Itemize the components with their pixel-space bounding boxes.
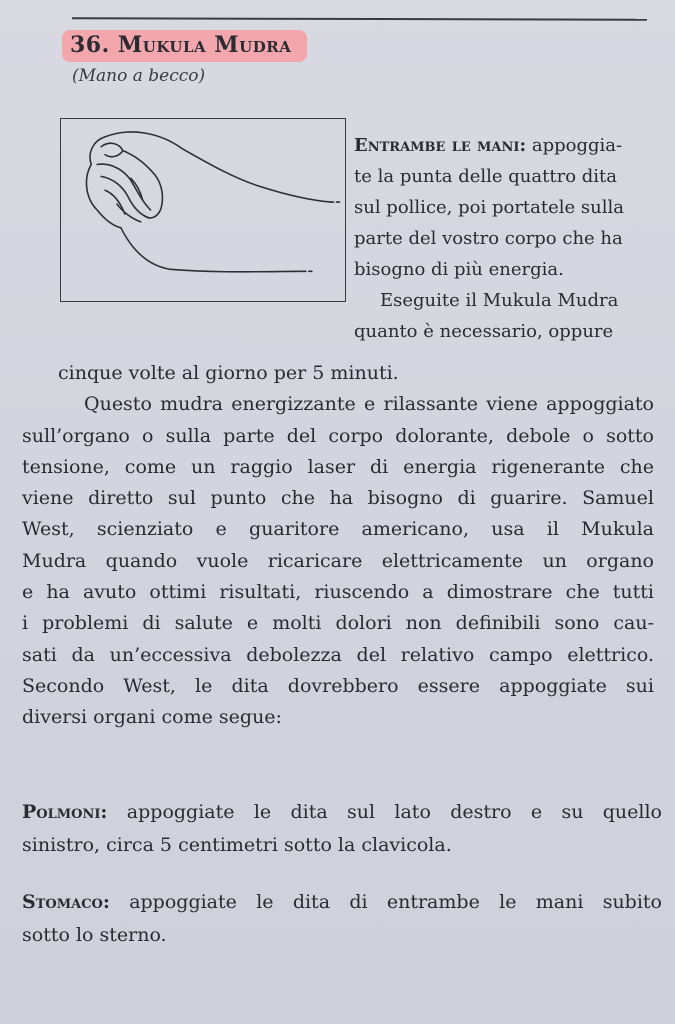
body-line-2: Questo mudra energizzante e rilassante viene appoggiato xyxy=(84,393,654,416)
polmoni-line-1 xyxy=(22,796,662,829)
body-line-7: Mudra quando vuole ricaricare elettricamente un organo xyxy=(22,549,654,572)
body-paragraph xyxy=(22,358,654,734)
body-line-12: diversi organi come segue: xyxy=(22,706,282,729)
body-line-10: sati da un’eccessiva debolezza del relativo campo elettrico. xyxy=(22,643,654,666)
stomaco-section xyxy=(22,886,662,952)
section-title: 36. Mukula Mudra xyxy=(62,30,307,62)
intro-line-1 xyxy=(354,130,650,161)
intro-line-text: appoggia- xyxy=(526,135,623,156)
hand-figure xyxy=(60,118,346,302)
body-line-3: sull’organo o sulla parte del corpo dolorante, debole o sotto xyxy=(22,424,654,447)
body-line-6: West, scienziato e guaritore americano, usa il Mukula xyxy=(22,518,654,541)
intro-line-6: Eseguite il Mukula Mudra xyxy=(380,290,619,311)
intro-line-3: sul pollice, poi portatele sulla xyxy=(354,197,624,218)
intro-line-2: te la punta delle quattro dita xyxy=(354,166,617,187)
intro-line-4: parte del vostro corpo che ha xyxy=(354,228,623,249)
stomaco-line-2: sotto lo sterno. xyxy=(22,924,167,946)
stomaco-text-1: appoggiate le dita di entrambe le mani subito xyxy=(109,891,662,913)
body-line-5: viene diretto sul punto che ha bisogno di guarire. Samuel xyxy=(22,487,654,510)
intro-line-5: bisogno di più energia. xyxy=(354,259,564,280)
polmoni-label: Polmoni: xyxy=(22,801,108,823)
polmoni-section xyxy=(22,796,662,862)
body-line-11: Secondo West, le dita dovrebbero essere appoggiate sui xyxy=(22,674,654,697)
top-rule xyxy=(72,17,647,21)
intro-line-7: quanto è necessario, oppure xyxy=(354,321,614,342)
stomaco-line-1 xyxy=(22,886,662,919)
intro-label: Entrambe le mani: xyxy=(354,135,527,156)
section-subtitle: (Mano a becco) xyxy=(72,66,206,86)
body-line-4: tensione, come un raggio laser di energia rigenerante che xyxy=(22,455,654,478)
body-line-9: i problemi di salute e molti dolori non definibili sono cau- xyxy=(22,612,654,635)
body-line-1: cinque volte al giorno per 5 minuti. xyxy=(58,362,399,384)
stomaco-label: Stomaco: xyxy=(22,891,110,913)
intro-text xyxy=(354,130,650,347)
polmoni-text-1: appoggiate le dita sul lato destro e su quello xyxy=(107,801,662,823)
polmoni-line-2: sinistro, circa 5 centimetri sotto la clavicola. xyxy=(22,834,452,856)
hand-beak-illustration-icon xyxy=(61,119,345,301)
body-line-8: e ha avuto ottimi risultati, riuscendo a dimostrare che tutti xyxy=(22,581,654,604)
